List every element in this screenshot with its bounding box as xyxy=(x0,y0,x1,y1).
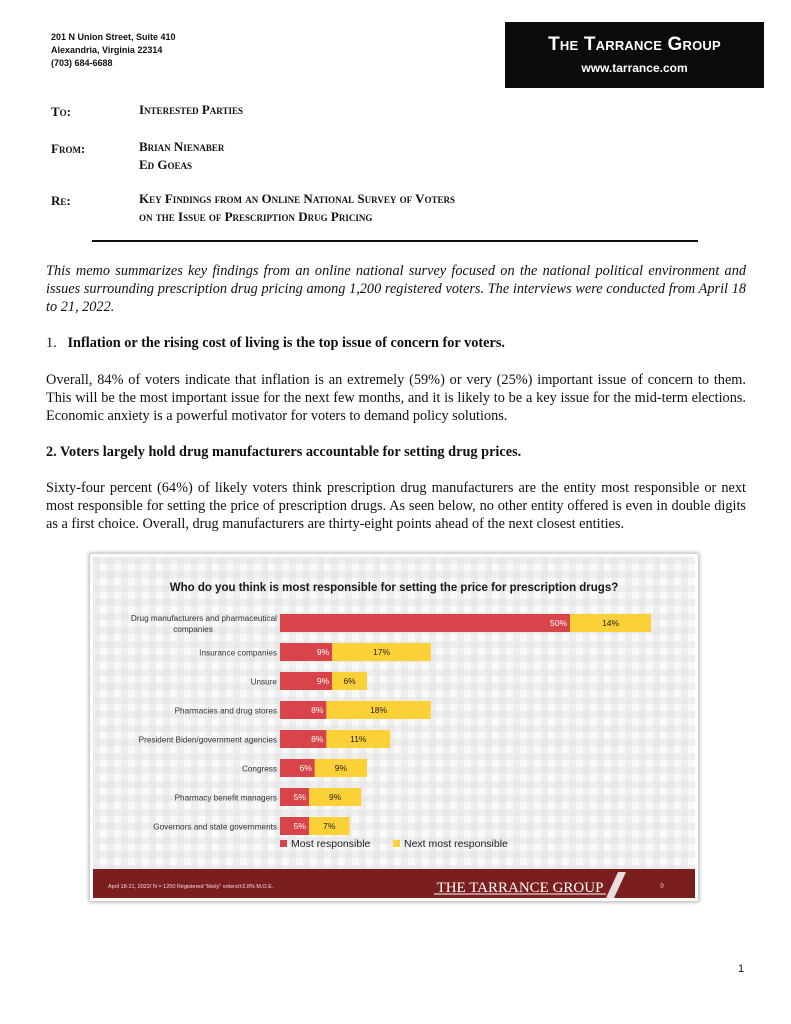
data-label: 11% xyxy=(350,734,367,745)
address-line-city: Alexandria, Virginia 22314 xyxy=(51,45,163,55)
re-line-2: on the Issue of Prescription Drug Pricing xyxy=(139,209,373,224)
category-label: Governors and state governments xyxy=(153,822,277,832)
data-label: 7% xyxy=(323,821,336,832)
logo-name: The Tarrance Group xyxy=(548,34,721,55)
header-divider xyxy=(92,240,698,242)
address-line-phone: (703) 684-6688 xyxy=(51,58,113,68)
chart-title: Who do you think is most responsible for setting the price for prescription drugs? xyxy=(169,582,619,594)
finding1-body: Overall, 84% of voters indicate that inflation is an extremely (59%) or very (25%) important issue of concern to them. This will be the most important issue for the next few months, and it is likely to be a key issue for the mid-term elections. Economic anxiety is a powerful motivator for voters to demand policy solutions. xyxy=(46,372,746,424)
category-label: Pharmacy benefit managers xyxy=(174,793,277,803)
finding2-body: Sixty-four percent (64%) of likely voters think prescription drug manufacturers are the entity most responsible or next most responsible for setting the price of prescription drugs. As seen below, no other entity offered is even in double digits as a first choice. Overall, drug manufacturers are thirty-eight points ahead of the next closest entities. xyxy=(46,480,746,532)
from-name-2: Ed Goeas xyxy=(139,157,193,172)
data-label: 9% xyxy=(328,792,342,803)
bar-chart xyxy=(90,554,698,901)
chart-slide xyxy=(89,553,699,902)
from-name-1: Brian Nienaber xyxy=(139,139,225,154)
bar-most-responsible xyxy=(280,614,570,632)
category-label: Pharmacies and drug stores xyxy=(174,706,277,716)
data-label: 50% xyxy=(549,618,567,629)
data-label: 17% xyxy=(372,647,391,658)
legend-label-most-responsible: Most responsible xyxy=(291,838,371,850)
data-label: 6% xyxy=(343,676,356,687)
data-label: 6% xyxy=(299,763,312,774)
address-block xyxy=(51,31,176,70)
data-label: 8% xyxy=(311,705,324,716)
data-label: 14% xyxy=(602,618,620,629)
to-value: Interested Parties xyxy=(139,102,243,117)
category-label: Insurance companies xyxy=(199,648,277,658)
company-logo xyxy=(505,22,764,88)
finding1-heading-text: Inflation or the rising cost of living is the top issue of concern for voters. xyxy=(67,335,505,351)
data-label: 5% xyxy=(293,792,306,803)
to-label: To: xyxy=(51,104,72,119)
from-label: From: xyxy=(51,141,86,156)
from-value xyxy=(139,138,224,174)
re-line-1: Key Findings from an Online National Survey of Voters xyxy=(139,191,455,206)
data-label: 9% xyxy=(334,763,348,774)
slide-footer-brand: THE TARRANCE GROUP xyxy=(436,880,604,896)
data-label: 9% xyxy=(316,647,330,658)
category-label: Unsure xyxy=(250,677,277,687)
logo-url: www.tarrance.com xyxy=(581,61,688,75)
legend-label-next-most-responsible: Next most responsible xyxy=(404,838,508,850)
category-label: Drug manufacturers and pharmaceutical xyxy=(130,614,277,623)
category-label: Congress xyxy=(241,764,277,774)
finding1-number: 1. xyxy=(46,335,57,351)
slide-footer-stripe xyxy=(606,872,626,898)
re-value xyxy=(139,190,455,226)
slide-footer-note: April 18-21, 2022/ N = 1200 Registered "likely" voters/±2.8% M.O.E. xyxy=(108,884,274,890)
data-label: 5% xyxy=(293,821,306,832)
page-number: 1 xyxy=(738,963,745,975)
legend-swatch-next-most-responsible xyxy=(393,840,400,847)
slide-number: 9 xyxy=(660,883,664,890)
data-label: 8% xyxy=(311,734,324,745)
address-line-street: 201 N Union Street, Suite 410 xyxy=(51,32,176,42)
legend-swatch-most-responsible xyxy=(280,840,287,847)
category-label: President Biden/government agencies xyxy=(138,735,277,745)
category-label: companies xyxy=(173,625,213,634)
finding1-heading xyxy=(46,334,746,352)
data-label: 18% xyxy=(370,705,388,716)
data-label: 9% xyxy=(316,676,330,687)
intro-paragraph: This memo summarizes key findings from an online national survey focused on the national political environment and issues surrounding prescription drug pricing among 1,200 registered voters. The interviews were conducted from April 18 to 21, 2022. xyxy=(46,263,746,315)
finding2-heading: 2. Voters largely hold drug manufacturers accountable for setting drug prices. xyxy=(46,444,522,460)
re-label: Re: xyxy=(51,193,71,208)
